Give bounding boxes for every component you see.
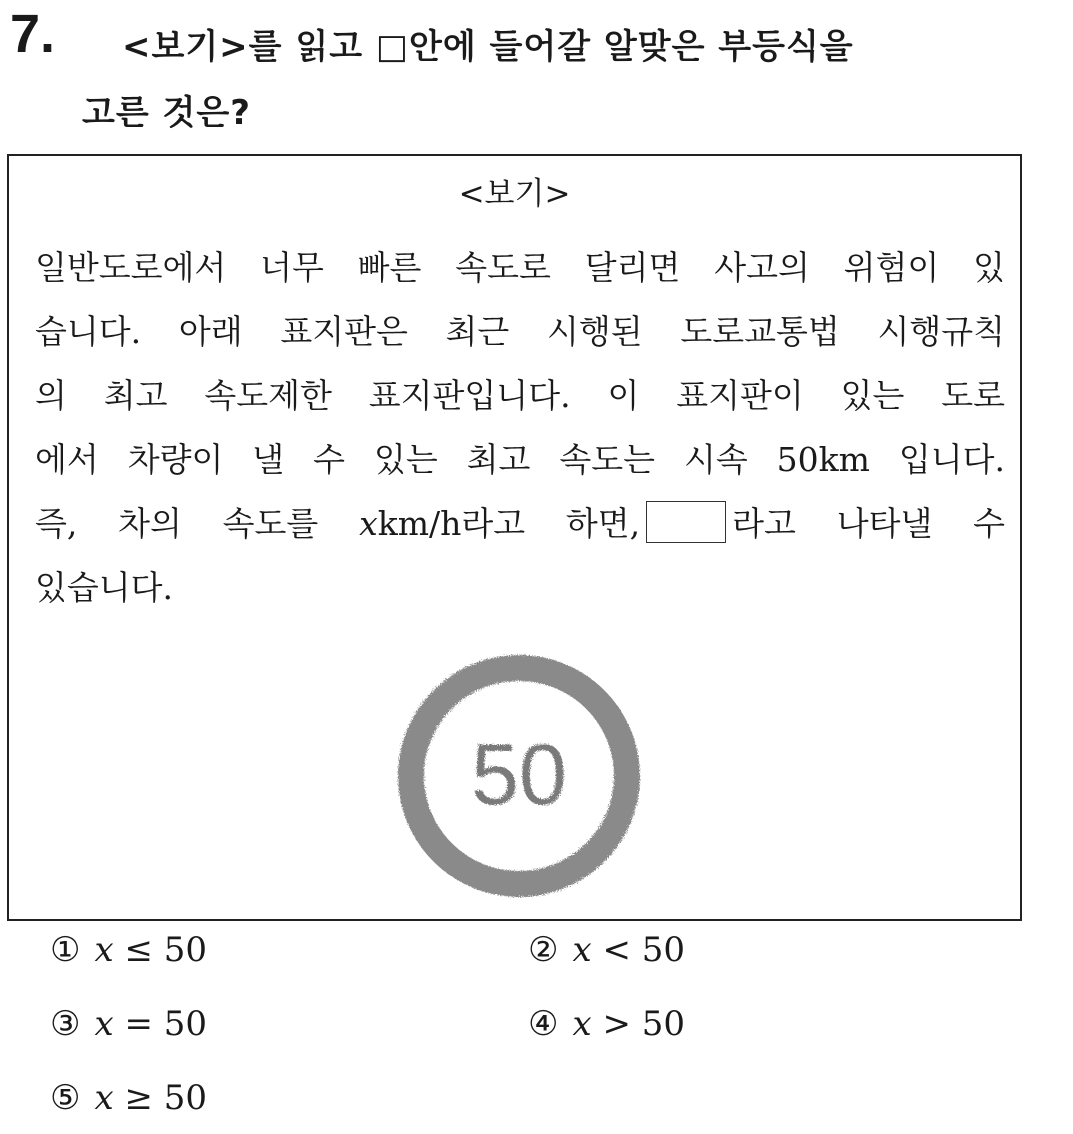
- choice-1[interactable]: [50, 930, 207, 970]
- choice-3-relation: = 50: [124, 1004, 208, 1044]
- choice-4[interactable]: [528, 1004, 685, 1044]
- choice-4-variable: x: [572, 1004, 592, 1044]
- example-box: [7, 154, 1022, 921]
- choice-5-number: ⑤: [50, 1078, 81, 1118]
- choice-1-variable: x: [94, 930, 114, 970]
- choice-3-variable: x: [94, 1004, 114, 1044]
- passage-line-5: [35, 492, 1005, 556]
- question-text-line-2: 고른 것은?: [82, 93, 251, 133]
- speed-variable: x: [359, 504, 378, 543]
- choice-1-relation: ≤ 50: [124, 930, 208, 970]
- choice-5-relation: ≥ 50: [124, 1078, 208, 1118]
- passage-line-1: 일반도로에서 너무 빠른 속도로 달리면 사고의 위험이 있: [35, 248, 1005, 287]
- question-text: [82, 14, 1042, 146]
- choice-4-number: ④: [528, 1004, 559, 1044]
- passage-line-5-after: 라고 나타낼 수: [732, 504, 1005, 543]
- choice-1-number: ①: [50, 930, 81, 970]
- speed-limit-number: 50: [471, 727, 567, 823]
- choice-2-relation: < 50: [602, 930, 686, 970]
- passage-line-5-before: 즉, 차의 속도를: [35, 504, 319, 543]
- example-passage: [35, 236, 1005, 620]
- choice-4-relation: > 50: [602, 1004, 686, 1044]
- choice-2-variable: x: [572, 930, 592, 970]
- passage-line-4: 에서 차량이 낼 수 있는 최고 속도는 시속 50km 입니다.: [35, 440, 1005, 479]
- speed-limit-sign: [384, 641, 654, 911]
- question-number: 7.: [10, 4, 56, 64]
- question-text-line-1: <보기>를 읽고 □안에 들어갈 알맞은 부등식을: [122, 27, 854, 67]
- passage-line-6: 있습니다.: [35, 568, 174, 607]
- passage-line-5-unit: km/h라고 하면,: [377, 504, 641, 543]
- choice-3-number: ③: [50, 1004, 81, 1044]
- choice-3[interactable]: [50, 1004, 207, 1044]
- passage-line-2: 습니다. 아래 표지판은 최근 시행된 도로교통법 시행규칙: [35, 312, 1005, 351]
- choice-5-variable: x: [94, 1078, 114, 1118]
- choice-2-number: ②: [528, 930, 559, 970]
- example-box-title: <보기>: [458, 176, 571, 212]
- speed-limit-sign-graphic: [384, 641, 654, 911]
- answer-blank-box: [646, 501, 726, 543]
- choice-5[interactable]: [50, 1078, 207, 1118]
- passage-line-3: 의 최고 속도제한 표지판입니다. 이 표지판이 있는 도로: [35, 376, 1005, 415]
- choice-2[interactable]: [528, 930, 685, 970]
